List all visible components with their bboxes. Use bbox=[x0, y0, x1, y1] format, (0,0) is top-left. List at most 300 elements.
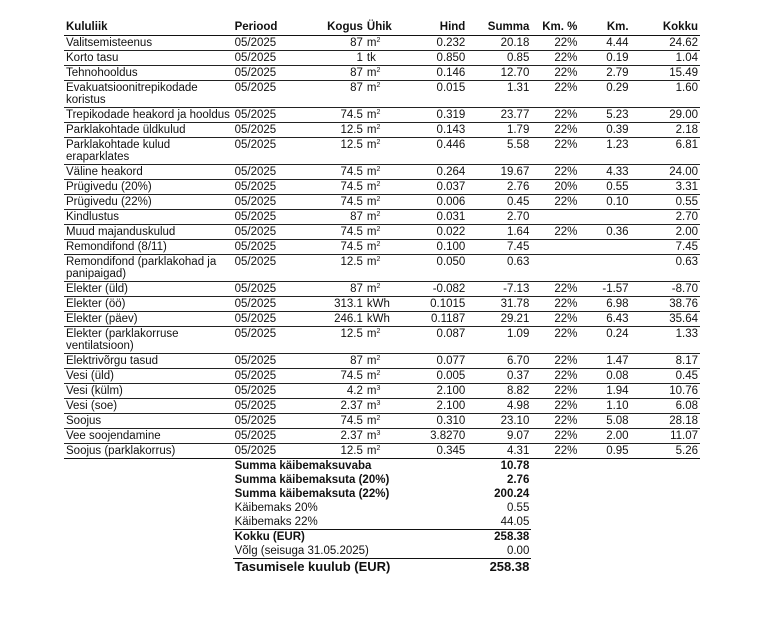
table-header bbox=[64, 20, 700, 36]
cell-vat bbox=[579, 255, 630, 282]
table-row bbox=[64, 327, 700, 354]
cell-price: 0.345 bbox=[436, 445, 466, 457]
cell-unit: kWh bbox=[366, 298, 390, 310]
summary-spacer bbox=[531, 501, 700, 515]
summary-value: 44.05 bbox=[500, 516, 530, 528]
cell-vat-pct: 20% bbox=[554, 181, 578, 193]
table-row bbox=[64, 180, 700, 195]
table-row bbox=[64, 312, 700, 327]
cell-total: 11.07 bbox=[670, 430, 698, 442]
cell-total: 0.55 bbox=[675, 196, 698, 208]
cell-total: 2.18 bbox=[675, 124, 698, 136]
cell-total: 15.49 bbox=[669, 67, 698, 79]
cell-period: 05/2025 bbox=[234, 445, 277, 457]
header-qty: Kogus bbox=[327, 21, 363, 33]
cell-price: 0.850 bbox=[436, 52, 466, 64]
cell-price: 0.264 bbox=[436, 166, 466, 178]
cell-qty: 87 bbox=[350, 67, 363, 79]
cell-vat: -1.57 bbox=[602, 283, 629, 295]
cell-period: 05/2025 bbox=[234, 400, 277, 412]
cell-vat: 0.55 bbox=[606, 181, 629, 193]
cell-unit: $m^2$ bbox=[366, 124, 381, 136]
cell-vat: 5.23 bbox=[606, 109, 629, 121]
cell-unit: $m^2$ bbox=[366, 181, 381, 193]
cell-name: Muud majanduskulud bbox=[66, 226, 176, 238]
cell-qty: 313.1 bbox=[334, 298, 363, 310]
cell-name: Parklakohtade kulud eraparklates bbox=[66, 139, 171, 163]
cell-name: Tehnohooldus bbox=[66, 67, 138, 79]
cell-period: 05/2025 bbox=[234, 226, 277, 238]
cell-unit: $m^2$ bbox=[366, 166, 381, 178]
cell-sum: 12.70 bbox=[500, 67, 530, 79]
cell-name: Remondifond (8/11) bbox=[66, 241, 167, 253]
cell-total: 6.08 bbox=[675, 400, 698, 412]
cell-period: 05/2025 bbox=[234, 370, 277, 382]
cell-total: 1.33 bbox=[675, 328, 698, 340]
cell-unit: $m^2$ bbox=[366, 109, 381, 121]
cell-vat-pct bbox=[531, 210, 579, 225]
cell-name: Vesi (soe) bbox=[66, 400, 118, 412]
cell-qty: 12.5 bbox=[340, 256, 363, 268]
cell-unit: $m^2$ bbox=[366, 82, 381, 94]
cell-price: 0.1015 bbox=[430, 298, 466, 310]
cell-sum: 7.45 bbox=[506, 241, 530, 253]
cell-vat: 2.79 bbox=[606, 67, 629, 79]
cell-price: 0.232 bbox=[436, 37, 466, 49]
cell-sum: 23.10 bbox=[500, 415, 530, 427]
cell-price: 2.100 bbox=[436, 385, 466, 397]
cell-period: 05/2025 bbox=[234, 430, 277, 442]
table-row bbox=[64, 429, 700, 444]
cell-name: Soojus bbox=[66, 415, 102, 427]
cell-qty: 2.37 bbox=[340, 400, 363, 412]
summary-label: Käibemaks 22% bbox=[234, 516, 318, 528]
cell-price: 0.100 bbox=[436, 241, 466, 253]
cell-total: 35.64 bbox=[669, 313, 698, 325]
cell-qty: 12.5 bbox=[340, 445, 363, 457]
cell-sum: 31.78 bbox=[500, 298, 530, 310]
table-body bbox=[64, 36, 700, 459]
cell-price: 0.077 bbox=[436, 355, 466, 367]
cell-name: Elekter (parklakorruse ventilatsioon) bbox=[66, 328, 179, 352]
cell-unit: $m^2$ bbox=[366, 256, 381, 268]
cell-vat-pct: 22% bbox=[554, 385, 578, 397]
cell-unit: $m^2$ bbox=[366, 139, 381, 151]
summary-value: 0.00 bbox=[506, 545, 530, 557]
cell-vat-pct: 22% bbox=[554, 415, 578, 427]
table-row bbox=[64, 297, 700, 312]
cell-unit: $m^2$ bbox=[366, 211, 381, 223]
cell-name: Vesi (üld) bbox=[66, 370, 114, 382]
cell-price: 0.031 bbox=[436, 211, 466, 223]
cell-vat-pct bbox=[531, 240, 579, 255]
cell-unit: $m^2$ bbox=[366, 196, 381, 208]
summary-label: Summa käibemaksuvaba bbox=[234, 460, 372, 472]
cell-vat-pct: 22% bbox=[554, 328, 578, 340]
cell-price: 0.319 bbox=[436, 109, 466, 121]
table-row bbox=[64, 240, 700, 255]
summary-spacer bbox=[531, 559, 700, 575]
table-row bbox=[64, 81, 700, 108]
cell-name: Vesi (külm) bbox=[66, 385, 123, 397]
summary-value: 2.76 bbox=[506, 474, 530, 486]
cell-sum: 5.58 bbox=[506, 139, 530, 151]
cell-total: 1.60 bbox=[675, 82, 698, 94]
cell-qty: 74.5 bbox=[340, 241, 363, 253]
header-sum: Summa bbox=[487, 21, 530, 33]
cell-period: 05/2025 bbox=[234, 124, 277, 136]
cell-total: -8.70 bbox=[671, 283, 698, 295]
summary-spacer bbox=[531, 473, 700, 487]
summary-spacer bbox=[64, 559, 233, 575]
cell-unit: $m^2$ bbox=[366, 283, 381, 295]
cell-sum: 20.18 bbox=[500, 37, 530, 49]
summary-spacer bbox=[64, 544, 233, 559]
cell-unit: $m^3$ bbox=[366, 430, 381, 442]
summary-value: 0.55 bbox=[506, 502, 530, 514]
cell-period: 05/2025 bbox=[234, 67, 277, 79]
cell-unit: $m^2$ bbox=[366, 241, 381, 253]
cell-vat: 5.08 bbox=[606, 415, 629, 427]
cell-vat: 0.10 bbox=[606, 196, 629, 208]
cell-period: 05/2025 bbox=[234, 241, 277, 253]
cell-unit: $m^2$ bbox=[366, 67, 381, 79]
cell-sum: 0.45 bbox=[506, 196, 530, 208]
cell-total: 2.00 bbox=[675, 226, 698, 238]
summary-label: Summa käibemaksuta (20%) bbox=[234, 474, 390, 486]
cell-period: 05/2025 bbox=[234, 181, 277, 193]
cell-qty: 87 bbox=[350, 211, 363, 223]
cell-total: 5.26 bbox=[675, 445, 698, 457]
header-total: Kokku bbox=[662, 21, 698, 33]
table-row bbox=[64, 384, 700, 399]
cell-vat: 0.39 bbox=[606, 124, 629, 136]
cell-vat: 0.19 bbox=[606, 52, 629, 64]
cell-qty: 12.5 bbox=[340, 124, 363, 136]
cell-qty: 74.5 bbox=[340, 196, 363, 208]
cell-qty: 87 bbox=[350, 37, 363, 49]
summary-row bbox=[64, 530, 700, 545]
cell-total: 2.70 bbox=[675, 211, 698, 223]
cell-name: Korto tasu bbox=[66, 52, 119, 64]
cell-price: 0.087 bbox=[436, 328, 466, 340]
cell-qty: 246.1 bbox=[334, 313, 363, 325]
cell-vat: 0.29 bbox=[606, 82, 629, 94]
table-row bbox=[64, 108, 700, 123]
cell-sum: 0.37 bbox=[506, 370, 530, 382]
cell-name: Parklakohtade üldkulud bbox=[66, 124, 186, 136]
summary-row bbox=[64, 559, 700, 575]
table-row bbox=[64, 123, 700, 138]
cell-total: 0.45 bbox=[675, 370, 698, 382]
cell-period: 05/2025 bbox=[234, 139, 277, 151]
cell-vat-pct: 22% bbox=[554, 139, 578, 151]
cell-price: 0.005 bbox=[436, 370, 466, 382]
cell-name: Vee soojendamine bbox=[66, 430, 161, 442]
summary-row bbox=[64, 501, 700, 515]
cell-vat: 4.44 bbox=[606, 37, 629, 49]
cell-sum: 4.98 bbox=[506, 400, 530, 412]
cell-price: 0.143 bbox=[436, 124, 466, 136]
cell-qty: 87 bbox=[350, 283, 363, 295]
cell-name: Prügivedu (20%) bbox=[66, 181, 152, 193]
cell-qty: 1 bbox=[356, 52, 363, 64]
cell-vat-pct: 22% bbox=[554, 313, 578, 325]
table-row bbox=[64, 51, 700, 66]
header-price: Hind bbox=[439, 21, 466, 33]
cell-vat: 6.98 bbox=[606, 298, 629, 310]
table-row bbox=[64, 369, 700, 384]
summary-label: Summa käibemaksuta (22%) bbox=[234, 488, 390, 500]
cell-sum: 9.07 bbox=[506, 430, 530, 442]
cell-vat: 0.36 bbox=[606, 226, 629, 238]
summary-spacer bbox=[531, 459, 700, 474]
cell-period: 05/2025 bbox=[234, 283, 277, 295]
cell-total: 1.04 bbox=[675, 52, 698, 64]
summary-row bbox=[64, 515, 700, 530]
cell-qty: 2.37 bbox=[340, 430, 363, 442]
cell-price: 0.050 bbox=[436, 256, 466, 268]
cell-period: 05/2025 bbox=[234, 298, 277, 310]
cell-name: Elekter (öö) bbox=[66, 298, 126, 310]
cell-total: 6.81 bbox=[675, 139, 698, 151]
cell-qty: 87 bbox=[350, 355, 363, 367]
cell-unit: $m^2$ bbox=[366, 415, 381, 427]
summary-label: Kokku (EUR) bbox=[233, 530, 468, 545]
cell-vat bbox=[579, 210, 630, 225]
cell-unit: $m^3$ bbox=[366, 400, 381, 412]
table-row bbox=[64, 36, 700, 51]
cell-price: 3.8270 bbox=[430, 430, 466, 442]
cell-price: 0.022 bbox=[436, 226, 466, 238]
cell-total: 3.31 bbox=[675, 181, 698, 193]
cell-qty: 74.5 bbox=[340, 415, 363, 427]
cell-vat-pct: 22% bbox=[554, 196, 578, 208]
cell-qty: 4.2 bbox=[346, 385, 363, 397]
summary-row bbox=[64, 473, 700, 487]
header-period: Periood bbox=[234, 21, 278, 33]
cell-vat-pct: 22% bbox=[554, 400, 578, 412]
cell-name: Remondifond (parklakohad ja panipaigad) bbox=[66, 256, 217, 280]
cell-sum: 19.67 bbox=[500, 166, 530, 178]
cell-total: 0.63 bbox=[675, 256, 698, 268]
summary-spacer bbox=[64, 515, 233, 530]
summary-spacer bbox=[531, 515, 700, 530]
header-unit: Ühik bbox=[366, 21, 392, 33]
cost-table bbox=[64, 20, 700, 574]
summary-label: Käibemaks 20% bbox=[234, 502, 318, 514]
cell-sum: 1.31 bbox=[506, 82, 530, 94]
cell-sum: 1.79 bbox=[506, 124, 530, 136]
cell-qty: 12.5 bbox=[340, 328, 363, 340]
cell-total: 24.62 bbox=[669, 37, 698, 49]
cell-sum: 29.21 bbox=[500, 313, 530, 325]
cell-unit: tk bbox=[366, 52, 376, 64]
cell-vat: 0.24 bbox=[606, 328, 629, 340]
cell-vat: 4.33 bbox=[606, 166, 629, 178]
cell-period: 05/2025 bbox=[234, 196, 277, 208]
summary-row bbox=[64, 544, 700, 559]
cell-vat: 1.47 bbox=[606, 355, 629, 367]
table-row bbox=[64, 444, 700, 459]
cell-total: 28.18 bbox=[669, 415, 698, 427]
cell-qty: 12.5 bbox=[340, 139, 363, 151]
cell-period: 05/2025 bbox=[234, 415, 277, 427]
summary-spacer bbox=[531, 530, 700, 545]
cell-sum: 4.31 bbox=[506, 445, 530, 457]
table-row bbox=[64, 165, 700, 180]
cell-qty: 87 bbox=[350, 82, 363, 94]
cell-name: Kindlustus bbox=[66, 211, 120, 223]
cell-period: 05/2025 bbox=[234, 211, 277, 223]
cell-vat-pct: 22% bbox=[554, 67, 578, 79]
table-row bbox=[64, 138, 700, 165]
cell-vat-pct: 22% bbox=[554, 355, 578, 367]
cell-qty: 74.5 bbox=[340, 181, 363, 193]
cell-unit: kWh bbox=[366, 313, 390, 325]
cell-qty: 74.5 bbox=[340, 109, 363, 121]
cell-unit: $m^2$ bbox=[366, 370, 381, 382]
cell-total: 29.00 bbox=[669, 109, 698, 121]
cell-vat-pct: 22% bbox=[554, 370, 578, 382]
cell-unit: $m^2$ bbox=[366, 328, 381, 340]
cell-vat-pct bbox=[531, 255, 579, 282]
cell-vat-pct: 22% bbox=[554, 226, 578, 238]
cell-vat-pct: 22% bbox=[554, 430, 578, 442]
cell-vat-pct: 22% bbox=[554, 82, 578, 94]
cell-sum: 6.70 bbox=[506, 355, 530, 367]
cell-name: Soojus (parklakorrus) bbox=[66, 445, 176, 457]
cell-sum: -7.13 bbox=[503, 283, 530, 295]
cell-vat-pct: 22% bbox=[554, 166, 578, 178]
cell-period: 05/2025 bbox=[234, 109, 277, 121]
header-name: Kululiik bbox=[66, 21, 108, 33]
cell-sum: 1.09 bbox=[506, 328, 530, 340]
cell-vat-pct: 22% bbox=[554, 124, 578, 136]
cell-vat: 1.94 bbox=[606, 385, 629, 397]
cell-price: 0.146 bbox=[436, 67, 466, 79]
cell-period: 05/2025 bbox=[234, 385, 277, 397]
cell-period: 05/2025 bbox=[234, 82, 277, 94]
header-vat-pct: Km. % bbox=[542, 21, 578, 33]
summary-spacer bbox=[64, 473, 233, 487]
cell-vat bbox=[579, 240, 630, 255]
cell-name: Trepikodade heakord ja hooldus bbox=[66, 109, 230, 121]
cell-name: Valitsemisteenus bbox=[66, 37, 153, 49]
table-row bbox=[64, 66, 700, 81]
cell-vat: 2.00 bbox=[606, 430, 629, 442]
cell-period: 05/2025 bbox=[234, 52, 277, 64]
table-row bbox=[64, 354, 700, 369]
header-vat: Km. bbox=[606, 21, 629, 33]
summary-spacer bbox=[64, 487, 233, 501]
table-row bbox=[64, 399, 700, 414]
cell-name: Evakuatsioonitrepikodade koristus bbox=[66, 82, 198, 106]
summary-spacer bbox=[531, 544, 700, 559]
cell-period: 05/2025 bbox=[234, 166, 277, 178]
summary-value: 258.38 bbox=[467, 530, 531, 545]
summary-value: 10.78 bbox=[500, 460, 530, 472]
cell-period: 05/2025 bbox=[234, 355, 277, 367]
table-row bbox=[64, 255, 700, 282]
cell-total: 7.45 bbox=[675, 241, 698, 253]
summary-value: 200.24 bbox=[494, 488, 530, 500]
cell-name: Prügivedu (22%) bbox=[66, 196, 152, 208]
summary-spacer bbox=[64, 530, 233, 545]
summary-row bbox=[64, 487, 700, 501]
cell-vat: 1.10 bbox=[606, 400, 629, 412]
cell-unit: $m^3$ bbox=[366, 385, 381, 397]
cell-price: -0.082 bbox=[432, 283, 466, 295]
cell-period: 05/2025 bbox=[234, 37, 277, 49]
cell-price: 2.100 bbox=[436, 400, 466, 412]
cell-price: 0.446 bbox=[436, 139, 466, 151]
cell-name: Elekter (üld) bbox=[66, 283, 128, 295]
cell-price: 0.015 bbox=[436, 82, 466, 94]
cell-sum: 8.82 bbox=[506, 385, 530, 397]
cell-vat-pct: 22% bbox=[554, 52, 578, 64]
cell-vat: 1.23 bbox=[606, 139, 629, 151]
cell-price: 0.1187 bbox=[431, 313, 466, 325]
table-row bbox=[64, 282, 700, 297]
cell-total: 8.17 bbox=[675, 355, 698, 367]
cell-name: Elektrivõrgu tasud bbox=[66, 355, 159, 367]
cell-qty: 74.5 bbox=[340, 370, 363, 382]
cell-vat: 6.43 bbox=[606, 313, 629, 325]
cell-unit: $m^2$ bbox=[366, 355, 381, 367]
cell-vat: 0.08 bbox=[606, 370, 629, 382]
cell-qty: 74.5 bbox=[340, 226, 363, 238]
table-row bbox=[64, 210, 700, 225]
cell-total: 10.76 bbox=[669, 385, 698, 397]
summary-spacer bbox=[64, 501, 233, 515]
cell-unit: $m^2$ bbox=[366, 445, 381, 457]
summary-spacer bbox=[531, 487, 700, 501]
cell-total: 24.00 bbox=[669, 166, 698, 178]
cell-period: 05/2025 bbox=[234, 328, 277, 340]
summary-section bbox=[64, 459, 700, 575]
cell-vat-pct: 22% bbox=[554, 283, 578, 295]
summary-value: 258.38 bbox=[467, 559, 531, 575]
cell-name: Elekter (päev) bbox=[66, 313, 138, 325]
cell-vat-pct: 22% bbox=[554, 298, 578, 310]
cell-unit: $m^2$ bbox=[366, 37, 381, 49]
table-row bbox=[64, 414, 700, 429]
cell-unit: $m^2$ bbox=[366, 226, 381, 238]
cell-period: 05/2025 bbox=[234, 313, 277, 325]
cell-vat-pct: 22% bbox=[554, 445, 578, 457]
table-row bbox=[64, 225, 700, 240]
cell-price: 0.006 bbox=[436, 196, 466, 208]
cell-sum: 0.63 bbox=[506, 256, 530, 268]
summary-row bbox=[64, 459, 700, 474]
summary-label: Tasumisele kuulub (EUR) bbox=[233, 559, 468, 575]
cell-sum: 2.76 bbox=[506, 181, 530, 193]
cell-price: 0.037 bbox=[436, 181, 466, 193]
table-row bbox=[64, 195, 700, 210]
cell-sum: 2.70 bbox=[506, 211, 530, 223]
cell-total: 38.76 bbox=[669, 298, 698, 310]
cell-price: 0.310 bbox=[436, 415, 466, 427]
cell-name: Väline heakord bbox=[66, 166, 143, 178]
summary-label: Võlg (seisuga 31.05.2025) bbox=[234, 545, 369, 557]
cell-qty: 74.5 bbox=[340, 166, 363, 178]
cell-vat: 0.95 bbox=[606, 445, 629, 457]
cell-vat-pct: 22% bbox=[554, 37, 578, 49]
cell-sum: 1.64 bbox=[506, 226, 530, 238]
cell-sum: 0.85 bbox=[506, 52, 530, 64]
summary-spacer bbox=[64, 459, 233, 474]
